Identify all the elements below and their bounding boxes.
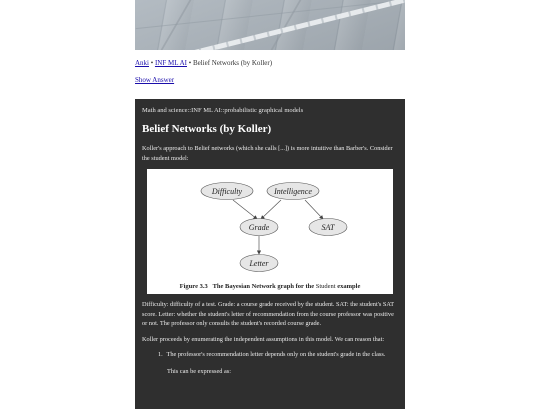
svg-text:Difficulty: Difficulty (211, 187, 243, 196)
flashcard (135, 99, 405, 409)
caption-student: Student (315, 283, 336, 290)
list-number: 1. (158, 351, 163, 358)
breadcrumb-separator: • (149, 59, 155, 67)
list-item (158, 350, 398, 359)
node-letter (240, 255, 278, 272)
caption-text: The Bayesian Network graph for the (212, 283, 315, 290)
deck-path: Math and science::INF ML AI::probabilistic graphical models (142, 107, 304, 114)
assumptions-intro: Koller proceeds by enumerating the independent assumptions in this model. We can reason that: (142, 335, 385, 343)
breadcrumb-link-anki[interactable]: Anki (135, 59, 149, 67)
card-title: Belief Networks (by Koller) (142, 123, 272, 135)
bayesian-network-figure (147, 169, 393, 294)
edge-difficulty-grade (233, 200, 257, 219)
header-banner-image (135, 0, 405, 50)
node-intelligence (267, 183, 319, 200)
caption-suffix: example (337, 283, 361, 290)
breadcrumb-link-deck[interactable]: INF ML AI (154, 59, 187, 67)
svg-text:Grade: Grade (248, 223, 270, 232)
expressed-text: This can be expressed as: (167, 368, 231, 375)
svg-text:Letter: Letter (249, 259, 269, 268)
description-paragraph: Difficulty: difficulty of a test. Grade: a course grade received by the student. SAT: the student's SAT score. Letter: whether the student's letter of recommendation from the course professor was positive or not. The professor only consults the student's recorded course grade. (142, 301, 394, 327)
node-sat (309, 219, 347, 236)
breadcrumb-current: Belief Networks (by Koller) (192, 59, 273, 67)
main-column (135, 0, 405, 375)
edge-intelligence-sat (305, 200, 323, 219)
show-answer-link[interactable]: Show Answer (135, 76, 175, 84)
edge-intelligence-grade (261, 200, 281, 219)
node-difficulty (201, 183, 253, 200)
svg-text:SAT: SAT (321, 223, 335, 232)
network-diagram (147, 169, 393, 294)
caption-label: Figure 3.3 (179, 283, 208, 290)
figure-caption (147, 283, 393, 290)
breadcrumb-separator: • (186, 59, 193, 67)
breadcrumb (135, 59, 405, 68)
intro-paragraph: Koller's approach to Belief networks (which she calls [...]) is more intuitive than Barber's. Consider the student model: (142, 145, 393, 162)
node-grade (240, 219, 278, 236)
list-text: The professor's recommendation letter depends only on the student's grade in the class. (166, 351, 386, 358)
svg-text:Intelligence: Intelligence (274, 187, 312, 196)
